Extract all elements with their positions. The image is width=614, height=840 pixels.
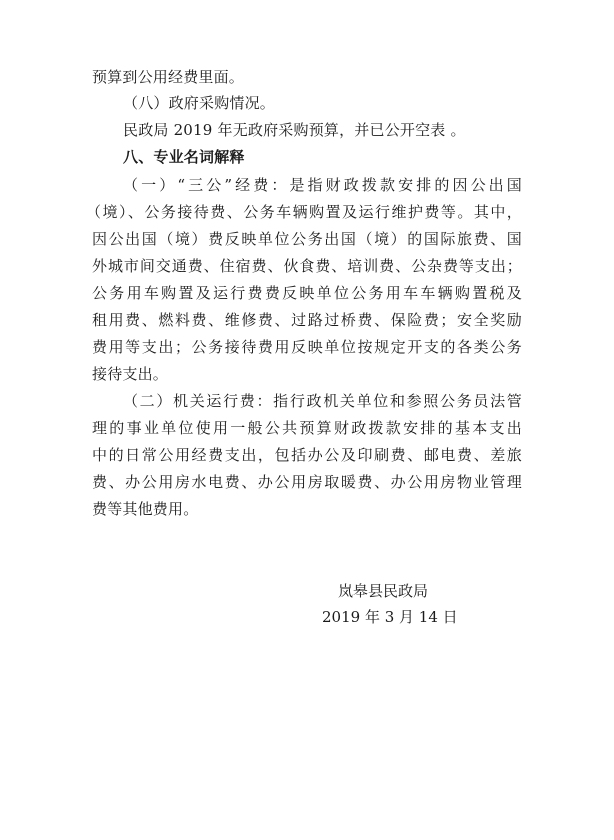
- paragraph-line: 因公出国（境）费反映单位公务出国（境）的国际旅费、国: [92, 230, 522, 248]
- paragraph-line: 租用费、燃料费、维修费、过路过桥费、保险费；安全奖励: [92, 311, 522, 329]
- paragraph-line: 费、办公用房水电费、办公用房取暖费、办公用房物业管理: [92, 473, 522, 491]
- paragraph-line: 民政局 2019 年无政府采购预算，并已公开空表 。: [123, 121, 466, 139]
- signature-organization: 岚皋县民政局: [338, 582, 429, 600]
- section-title-procurement: （八）政府采购情况。: [123, 94, 276, 112]
- paragraph-line: 公务用车购置及运行费费反映单位公务用车车辆购置税及: [92, 284, 522, 302]
- paragraph-line: 预算到公用经费里面。: [92, 68, 245, 86]
- paragraph-line: 理的事业单位使用一般公共预算财政拨款安排的基本支出: [92, 419, 522, 437]
- paragraph-line: （境）、公务接待费、公务车辆购置及运行维护费等。其中，: [86, 203, 522, 221]
- section-heading-terms: 八、专业名词解释: [123, 148, 245, 166]
- paragraph-line: 中的日常公用经费支出，包括办公及印刷费、邮电费、差旅: [92, 446, 522, 464]
- paragraph-line: （一）“三公”经费：是指财政拨款安排的因公出国: [123, 176, 522, 194]
- paragraph-line: 费用等支出；公务接待费用反映单位按规定开支的各类公务: [92, 338, 522, 356]
- paragraph-line: （二）机关运行费：指行政机关单位和参照公务员法管: [123, 392, 522, 410]
- paragraph-line: 外城市间交通费、住宿费、伙食费、培训费、公杂费等支出；: [92, 257, 522, 275]
- signature-date: 2019 年 3 月 14 日: [322, 608, 458, 626]
- paragraph-line: 接待支出。: [92, 365, 169, 383]
- paragraph-line: 费等其他费用。: [92, 500, 199, 518]
